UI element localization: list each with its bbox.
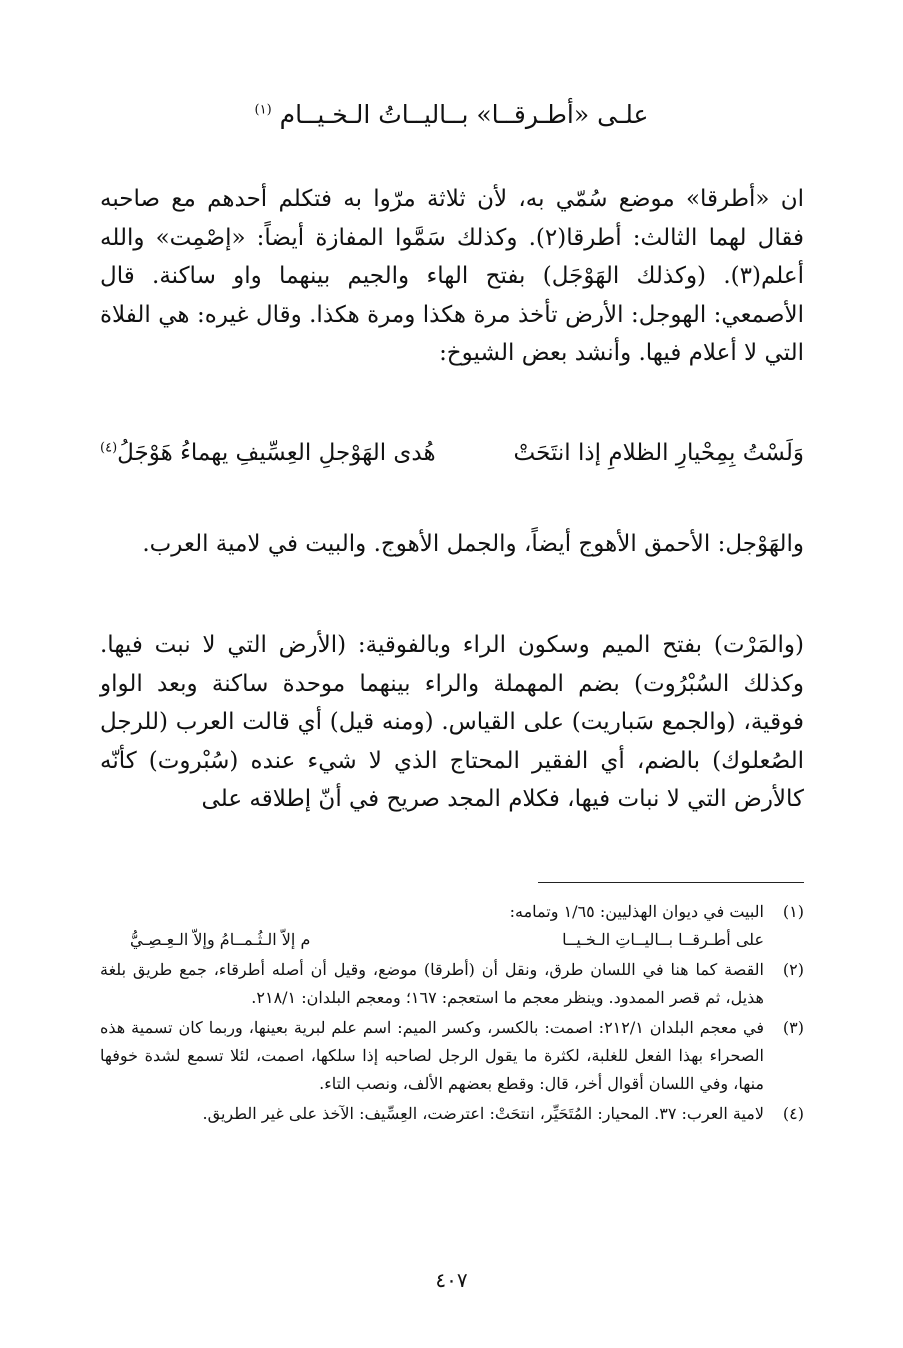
poem-second-half-text: هُدى الهَوْجلِ العِسِّيفِ يهماءُ هَوْجَلُ (117, 440, 436, 466)
page-number: ٤٠٧ (435, 1268, 468, 1292)
poem-first-half: وَلَسْتُ بِمِحْيارِ الظلامِ إذا انتَحَتْ (513, 440, 804, 466)
footnote-text: لامية العرب: ٣٧. المحيار: المُتَحَيِّر، انتحَتْ: اعترضت، العِسِّيف: الآخذ على غير الطريق. (202, 1104, 764, 1123)
footnote-text: القصة كما هنا في اللسان طرق، ونقل أن (أطرقا) موضع، وقيل أن أصله أطرقاء، جمع طريق بلغة هذيل، ثم قصر الممدود. وينظر معجم ما استعجم: ١٦٧؛ ومعجم البلدان: ٢١٨/١. (100, 960, 764, 1007)
paragraph-2: والهَوْجل: الأحمق الأهوج أيضاً، والجمل الأهوج. والبيت في لامية العرب. (142, 531, 804, 557)
footnotes (100, 898, 804, 1130)
footnote-1 (100, 898, 804, 954)
poem-second-half (100, 440, 436, 466)
footnote-verse (100, 926, 764, 954)
header-verse-footnote-ref: (١) (254, 102, 272, 118)
footnote-4 (100, 1100, 804, 1128)
footnote-text: البيت في ديوان الهذليين: ١/٦٥ وتمامه: (509, 902, 764, 921)
footnote-2 (100, 956, 804, 1012)
paragraph-3: (والمَرْت) بفتح الميم وسكون الراء وبالفوقية: (الأرض التي لا نبت فيها. وكذلك السُبْرُوت) بضم المهملة والراء بينهما موحدة ساكنة وبعد الواو فوقية، (والجمع سَباريت) على القياس. (ومنه قيل) أي قالت العرب (للرجل الصُعلوك) بالضم، أي الفقير المحتاج الذي لا شيء عنده (سُبْروت) كأنّه كالأرض التي لا نبات فيها، فكلام المجد صريح في أنّ إطلاقه على (100, 632, 804, 812)
footnote-verse-second-half: م إلاّ الـثُـمــامُ وإلاّ الـعِـصِـيُّ (130, 930, 311, 949)
header-verse (0, 100, 903, 129)
footnote-text: في معجم البلدان ٢١٢/١: اصمت: بالكسر، وكسر الميم: اسم علم لبرية بعينها، وربما كان تسمية هذه الصحراء بهذا الفعل للغلبة، لكثرة ما يقول الرجل لصاحبه إذا سلكها، اصمت، لئلا تسمع لشدة خوفها منها، وفي اللسان أقوال أخر، قال: وقطع بعضهم الألف، ونصب التاء. (100, 1018, 764, 1093)
footnote-number: (٢) (782, 960, 804, 979)
footnote-number: (٣) (782, 1018, 804, 1037)
header-verse-text: علـى «أطـرقــا» بــاليــاتُ الـخـيــام (279, 100, 649, 129)
footnote-number: (٤) (782, 1104, 804, 1123)
poem-footnote-ref: (٤) (100, 440, 118, 456)
poem-line (100, 440, 804, 480)
paragraph-1: ان «أطرقا» موضع سُمّي به، لأن ثلاثة مرّوا به فتكلم أحدهم مع صاحبه فقال لهما الثالث: أطرقا(٢). وكذلك سَمَّوا المفازة أيضاً: «إصْمِت» والله أعلم(٣). (وكذلك الهَوْجَل) بفتح الهاء والجيم بينهما واو ساكنة. قال الأصمعي: الهوجل: الأرض تأخذ مرة هكذا ومرة هكذا. وقال غيره: هي الفلاة التي لا أعلام فيها. وأنشد بعض الشيوخ: (100, 186, 804, 366)
footnote-verse-first-half: على أطـرقــا بــاليــاتِ الـخـيــا (562, 930, 764, 949)
footnote-divider (538, 882, 804, 883)
footnote-3 (100, 1014, 804, 1098)
footnote-number: (١) (782, 902, 804, 921)
footnote-body (100, 898, 764, 954)
